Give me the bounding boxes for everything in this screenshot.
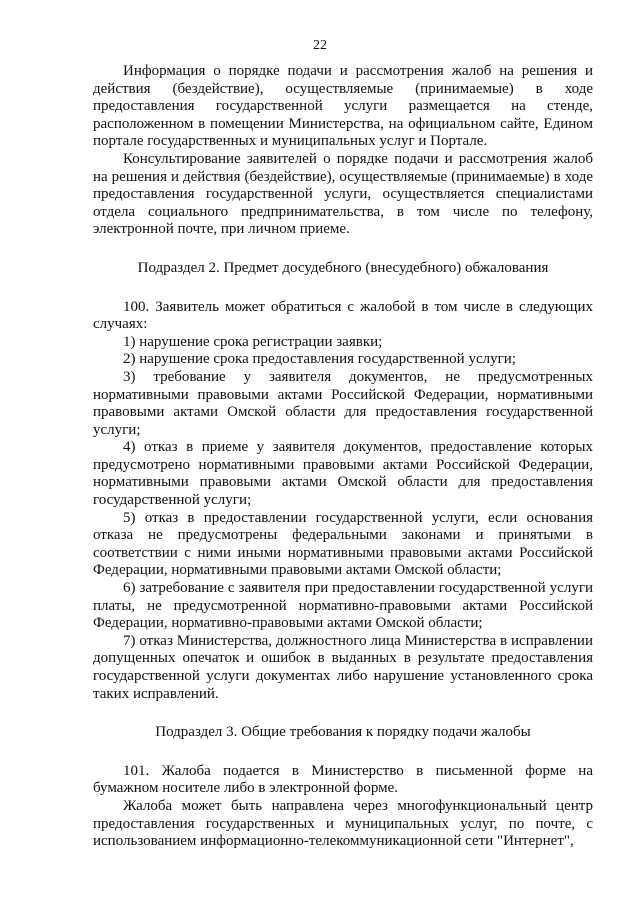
section-heading-3: Подраздел 3. Общие требования к порядку подачи жалобы: [155, 724, 531, 741]
section-heading-2: Подраздел 2. Предмет досудебного (внесудебного) обжалования: [137, 259, 549, 276]
paragraph-info-placement: Информация о порядке подачи и рассмотрения жалоб на решения и действия (бездействие), осуществляемые (принимаемые) в ходе предоставления государственной услуги размещается на стенде, расположенном в помещении Министерства, на официальном сайте, Едином портале государственных и муниципальных услуг и Портале.: [93, 63, 593, 150]
page-number: 22: [313, 38, 327, 53]
list-item-4: 4) отказ в приеме у заявителя документов, предоставление которых предусмотрено нормативными правовыми актами Российской Федерации, нормативными правовыми актами Омской области для предоставления государственной услуги;: [93, 439, 593, 509]
list-item-7: 7) отказ Министерства, должностного лица Министерства в исправлении допущенных опечаток и ошибок в выданных в результате предоставления государственной услуги документах либо нарушение установленного срока таких исправлений.: [93, 632, 593, 702]
list-item-2: 2) нарушение срока предоставления государственной услуги;: [123, 351, 516, 368]
list-item-3: 3) требование у заявителя документов, не предусмотренных нормативными правовыми актами Российской Федерации, нормативными правовыми актами Омской области для предоставления государственной услуги;: [93, 368, 593, 438]
document-body: [93, 63, 593, 851]
list-item-5: 5) отказ в предоставлении государственной услуги, если основания отказа не предусмотрены федеральными законами и принятыми в соответствии с ними иными нормативными правовыми актами Российской Федерации, нормативными правовыми актами Омской области;: [93, 509, 593, 579]
paragraph-100: 100. Заявитель может обратиться с жалобой в том числе в следующих случаях:: [93, 298, 593, 333]
paragraph-consultation: Консультирование заявителей о порядке подачи и рассмотрения жалоб на решения и действия (бездействие), осуществляемые (принимаемые) в ходе предоставления государственной услуги, осуществляется специалистами отдела социального предпринимательства, в том числе по телефону, электронной почте, при личном приеме.: [93, 150, 593, 238]
list-item-6: 6) затребование с заявителя при предоставлении государственной услуги платы, не предусмотренной нормативно-правовыми актами Российской Федерации, нормативно-правовыми актами Омской области;: [93, 580, 593, 632]
list-item-1: 1) нарушение срока регистрации заявки;: [123, 333, 383, 350]
paragraph-complaint-channels: Жалоба может быть направлена через многофункциональный центр предоставления государственных и муниципальных услуг, по почте, с использованием информационно-телекоммуникационной сети "Интернет",: [93, 797, 593, 850]
paragraph-101: 101. Жалоба подается в Министерство в письменной форме на бумажном носителе либо в электронной форме.: [93, 762, 593, 797]
